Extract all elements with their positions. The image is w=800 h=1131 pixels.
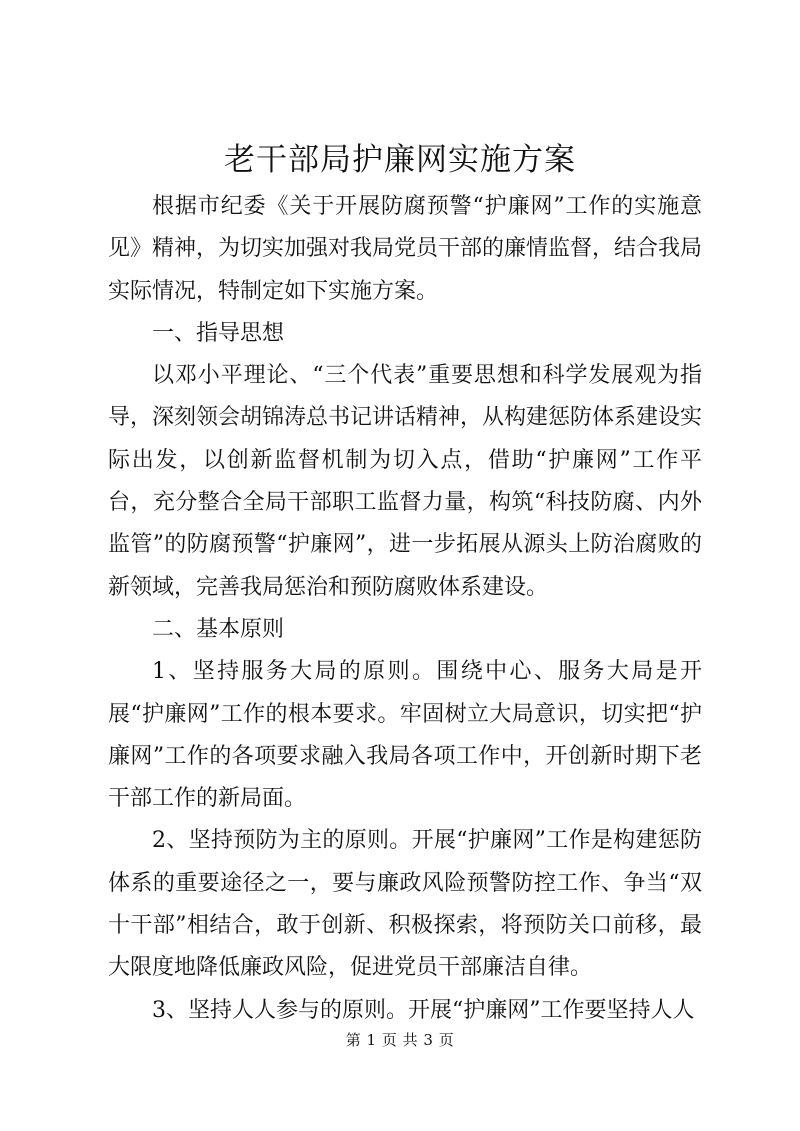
page-footer: 第 1 页 共 3 页 [345,1031,455,1049]
section-heading-guiding-ideology: 一、指导思想 [152,320,285,346]
paragraph-intro: 根据市纪委《关于开展防腐预警“护廉网”工作的实施意见》精神，为切实加强对我局党员干部的廉情监督，结合我局实际情况，特制定如下实施方案。 [108,194,703,304]
paragraph-principle-1: 1、坚持服务大局的原则。围绕中心、服务大局是开展“护廉网”工作的根本要求。牢固树立大局意识，切实把“护廉网”工作的各项要求融入我局各项工作中，开创新时期下老干部工作的新局面。 [108,659,702,812]
paragraph-principle-3: 3、坚持人人参与的原则。开展“护廉网”工作要坚持人人 [152,997,695,1023]
document-body [108,186,702,1032]
section-heading-basic-principles: 二、基本原则 [152,616,285,642]
paragraph-principle-2: 2、坚持预防为主的原则。开展“护廉网”工作是构建惩防体系的重要途径之一，要与廉政风险预警防控工作、争当“双十干部”相结合，敢于创新、积极探索，将预防关口前移，最大限度地降低廉政风险，促进党员干部廉洁自律。 [108,828,702,981]
paragraph-guiding-ideology: 以邓小平理论、“三个代表”重要思想和科学发展观为指导，深刻领会胡锦涛总书记讲话精神，从构建惩防体系建设实际出发，以创新监督机制为切入点，借助“护廉网”工作平台，充分整合全局干部职工监督力量，构筑“科技防腐、内外监管”的防腐预警“护廉网”，进一步拓展从源头上防治腐败的新领域，完善我局惩治和预防腐败体系建设。 [108,363,703,600]
document-title: 老干部局护廉网实施方案 [224,142,576,178]
